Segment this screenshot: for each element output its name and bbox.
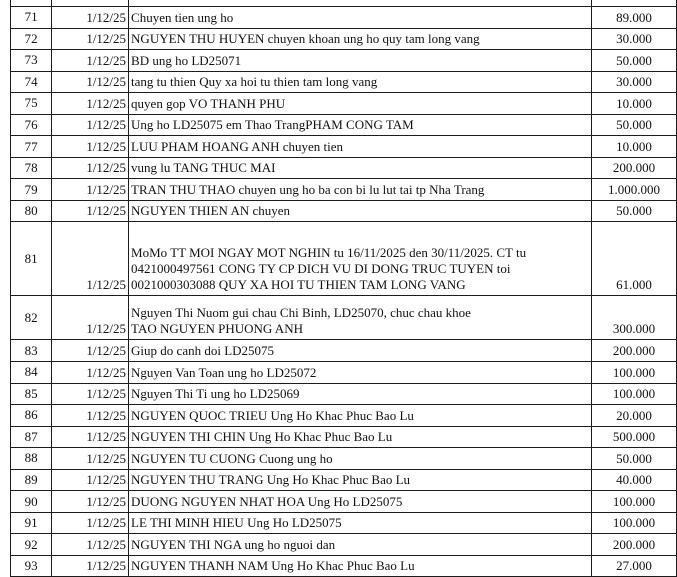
cell-description (129, 200, 592, 222)
cell-amount: 89.000 (591, 7, 676, 29)
cell-date: 1/12/25 (52, 296, 129, 340)
cell-amount: 27.000 (591, 555, 676, 577)
cell-description (129, 93, 592, 115)
table-row (11, 426, 677, 448)
description-line: NGUYEN THANH NAM Ung Ho Khac Phuc Bao Lu (131, 558, 415, 574)
description-line: TAO NGUYEN PHUONG ANH (131, 321, 303, 337)
cell-description (129, 383, 592, 405)
cell-no: 90 (11, 491, 52, 513)
cell-description (129, 405, 592, 427)
cell-description (129, 469, 592, 491)
cell-date: 1/12/25 (52, 179, 129, 201)
description-line: NGUYEN THIEN AN chuyen (131, 203, 291, 219)
description-line: LE THI MINH HIEU Ung Ho LD25075 (131, 515, 342, 531)
donation-table (10, 0, 677, 577)
cell-date: 1/12/25 (52, 469, 129, 491)
description-line: TRAN THU THAO chuyen ung ho ba con bi lu lut tai tp Nha Trang (131, 181, 485, 197)
description-line: NGUYEN QUOC TRIEU Ung Ho Khac Phuc Bao Lu (131, 407, 414, 423)
description-line: NGUYEN THU TRANG Ung Ho Khac Phuc Bao Lu (131, 472, 411, 488)
table-row (11, 200, 677, 222)
cell-amount: 50.000 (591, 448, 676, 470)
description-line: vung lu TANG THUC MAI (131, 160, 276, 176)
cell-description (129, 222, 592, 296)
table-row (11, 512, 677, 534)
cell-no: 89 (11, 469, 52, 491)
cell-date: 1/12/25 (52, 491, 129, 513)
cell-no: 93 (11, 555, 52, 577)
cell-amount: 300.000 (591, 296, 676, 340)
cell-amount: 100.000 (591, 383, 676, 405)
cell-no: 85 (11, 383, 52, 405)
table-row (11, 534, 677, 556)
cell-amount: 40.000 (591, 469, 676, 491)
cell-no: 81 (11, 222, 52, 296)
table-row (11, 222, 677, 296)
cell-amount: 200.000 (591, 340, 676, 362)
table-row (11, 136, 677, 158)
cell-description (129, 340, 592, 362)
cell-description (129, 50, 592, 72)
cell-description (129, 491, 592, 513)
cell-description (129, 555, 592, 577)
cell-no: 92 (11, 534, 52, 556)
cell-description (129, 512, 592, 534)
cell-date: 1/12/25 (52, 448, 129, 470)
cell-amount: 500.000 (591, 426, 676, 448)
cell-amount: 30.000 (591, 28, 676, 50)
description-line: NGUYEN THI CHIN Ung Ho Khac Phuc Bao Lu (131, 429, 393, 445)
cell-description (129, 534, 592, 556)
cell-no: 74 (11, 71, 52, 93)
cell-date: 1/12/25 (52, 50, 129, 72)
cell-no: 80 (11, 200, 52, 222)
cell-amount: 1.000.000 (591, 179, 676, 201)
description-line: Nguyen Van Toan ung ho LD25072 (131, 364, 317, 380)
table-row (11, 469, 677, 491)
cell-description (129, 28, 592, 50)
cell-no: 72 (11, 28, 52, 50)
cell-date: 1/12/25 (52, 222, 129, 296)
cell-description (129, 179, 592, 201)
cell-description (129, 426, 592, 448)
cell-no: 75 (11, 93, 52, 115)
cell-date: 1/12/25 (52, 71, 129, 93)
cell-no: 84 (11, 362, 52, 384)
table-row (11, 296, 677, 340)
description-line: LUU PHAM HOANG ANH chuyen tien (131, 138, 344, 154)
donation-table-body (11, 0, 677, 577)
cell-no: 79 (11, 179, 52, 201)
cell-no: 91 (11, 512, 52, 534)
cell-amount: 10.000 (591, 136, 676, 158)
table-row (11, 71, 677, 93)
cell-amount: 61.000 (591, 222, 676, 296)
table-row (11, 383, 677, 405)
cell-amount: 50.000 (591, 114, 676, 136)
cell-no: 88 (11, 448, 52, 470)
cell-amount: 200.000 (591, 157, 676, 179)
cell-no: 86 (11, 405, 52, 427)
cell-date: 1/12/25 (52, 28, 129, 50)
table-row (11, 93, 677, 115)
cell-date: 1/12/25 (52, 114, 129, 136)
cell-date: 1/12/25 (52, 136, 129, 158)
cell-description (129, 114, 592, 136)
description-line: Chuyen tien ung ho (131, 9, 234, 25)
table-row (11, 555, 677, 577)
description-line: BD ung ho LD25071 (131, 52, 242, 68)
table-row (11, 179, 677, 201)
cell-date: 1/12/25 (52, 405, 129, 427)
cell-description (129, 157, 592, 179)
description-line: quyen gop VO THANH PHU (131, 95, 286, 111)
cell-date: 1/12/25 (52, 534, 129, 556)
cell-amount: 100.000 (591, 362, 676, 384)
cell-date: 1/12/25 (52, 426, 129, 448)
description-line: NGUYEN THU HUYEN chuyen khoan ung ho quy tam long vang (131, 31, 480, 47)
table-row (11, 114, 677, 136)
table-row (11, 340, 677, 362)
table-row (11, 448, 677, 470)
cell-description (129, 136, 592, 158)
cell-date: 1/12/25 (52, 93, 129, 115)
cell-description (129, 71, 592, 93)
table-row (11, 362, 677, 384)
cell-no: 71 (11, 7, 52, 29)
table-row (11, 157, 677, 179)
cell-amount: 100.000 (591, 491, 676, 513)
cell-no: 73 (11, 50, 52, 72)
cell-date: 1/12/25 (52, 512, 129, 534)
cell-date: 1/12/25 (52, 340, 129, 362)
cell-no: 83 (11, 340, 52, 362)
description-line: NGUYEN TU CUONG Cuong ung ho (131, 450, 333, 466)
description-line: 0421000497561 CONG TY CP DICH VU DI DONG TRUC TUYEN toi (131, 261, 511, 277)
cell-amount: 200.000 (591, 534, 676, 556)
cell-no: 76 (11, 114, 52, 136)
table-row (11, 7, 677, 29)
cell-description (129, 448, 592, 470)
description-line: Nguyen Thi Ti ung ho LD25069 (131, 386, 300, 402)
cell-no: 87 (11, 426, 52, 448)
description-line: Nguyen Thi Nuom gui chau Chi Binh, LD25070, chuc chau khoe (131, 305, 471, 321)
table-row (11, 28, 677, 50)
cell-amount: 100.000 (591, 512, 676, 534)
cell-description (129, 362, 592, 384)
table-row (11, 491, 677, 513)
cell-date: 1/12/25 (52, 555, 129, 577)
description-line: Ung ho LD25075 em Thao TrangPHAM CONG TAM (131, 117, 414, 133)
cell-amount: 10.000 (591, 93, 676, 115)
cell-no: 78 (11, 157, 52, 179)
cell-amount: 50.000 (591, 50, 676, 72)
cell-date: 1/12/25 (52, 7, 129, 29)
table-row (11, 50, 677, 72)
cell-date: 1/12/25 (52, 200, 129, 222)
description-line: Giup do canh doi LD25075 (131, 343, 275, 359)
cell-no: 77 (11, 136, 52, 158)
cell-amount: 30.000 (591, 71, 676, 93)
description-line: 0021000303088 QUY XA HOI TU THIEN TAM LONG VANG (131, 277, 466, 293)
cell-description (129, 296, 592, 340)
cell-no: 82 (11, 296, 52, 340)
table-row (11, 405, 677, 427)
cell-description (129, 7, 592, 29)
cell-date: 1/12/25 (52, 157, 129, 179)
cell-date: 1/12/25 (52, 383, 129, 405)
description-line: MoMo TT MOI NGAY MOT NGHIN tu 16/11/2025 den 30/11/2025. CT tu (131, 245, 527, 261)
description-line: tang tu thien Quy xa hoi tu thien tam long vang (131, 74, 378, 90)
description-line: DUONG NGUYEN NHAT HOA Ung Ho LD25075 (131, 493, 403, 509)
cell-amount: 20.000 (591, 405, 676, 427)
cell-date: 1/12/25 (52, 362, 129, 384)
description-line: NGUYEN THI NGA ung ho nguoi dan (131, 536, 336, 552)
cell-amount: 50.000 (591, 200, 676, 222)
